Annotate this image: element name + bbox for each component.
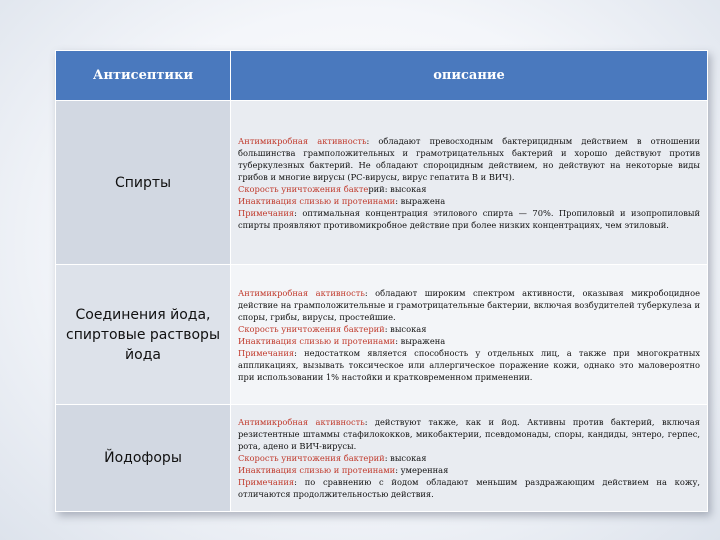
line-text: : высокая (384, 323, 427, 334)
header-antiseptics: Антисептики (56, 51, 231, 101)
line-label: Инактивация слизью и протеинами (238, 195, 396, 206)
table-header-row (56, 51, 708, 101)
line-label: Инактивация слизью и протеинами (238, 465, 396, 475)
line-label: Примечания (238, 347, 295, 358)
antiseptic-name: Спирты (56, 101, 231, 265)
description-line (238, 287, 700, 323)
description-line (238, 464, 700, 476)
line-text: рий: высокая (368, 183, 427, 194)
description-line (238, 135, 700, 183)
antiseptic-description (231, 405, 708, 512)
antiseptic-name: Соединения йода, спиртовые растворы йода (56, 265, 231, 405)
table-row (56, 101, 708, 265)
line-text: : выражена (395, 335, 446, 346)
line-text: : выражена (395, 195, 446, 206)
line-label: Примечания (238, 477, 295, 487)
line-text: : умеренная (395, 465, 449, 475)
table-row (56, 265, 708, 405)
description-line (238, 452, 700, 464)
line-label: Скорость уничтожения бактерий (238, 453, 385, 463)
line-text: : высокая (384, 453, 427, 463)
line-text: : по сравнению с йодом обладают меньшим раздражающим действием на кожу, отличаются продолжительностью действия. (238, 477, 700, 499)
header-description: описание (231, 51, 708, 101)
antiseptics-table (55, 50, 708, 512)
line-text: : действуют также, как и йод. Активны против бактерий, включая резистентные штаммы стафилококков, микобактерии, псевдомонады, споры, кандиды, энтеро, герпес, рота, адено и ВИЧ-вирусы. (238, 417, 700, 451)
description-line (238, 323, 700, 335)
line-text: : обладают превосходным бактерицидным действием в отношении большинства грамположительных и грамотрицательных бактерий и хорошо действуют против туберкулезных бактерий. Не обладают спороцидным действием, но действуют на некоторые виды грибов и многие вирусы (РС-вирусы, вирус гепатита В и ВИЧ). (238, 135, 700, 182)
description-line (238, 335, 700, 347)
antiseptic-description (231, 101, 708, 265)
description-line (238, 207, 700, 231)
description-line (238, 183, 700, 195)
description-line (238, 476, 700, 500)
line-label: Примечания (238, 207, 295, 218)
line-label: Антимикробная активность (238, 417, 365, 427)
table-row (56, 405, 708, 512)
line-label: Антимикробная активность (238, 287, 365, 298)
line-label: Скорость уничтожения бактерий (238, 323, 385, 334)
line-label: Скорость уничтожения бакте (238, 183, 369, 194)
line-text: : недостатком является способность у отдельных лиц, а также при многократных аппликациях, вызывать токсическое или аллергическое поражение кожи, однако это маловероятно при использовании 1% настойки и кратковременном применении. (238, 347, 700, 382)
description-line (238, 347, 700, 383)
line-label: Инактивация слизью и протеинами (238, 335, 396, 346)
line-label: Антимикробная активность (238, 135, 367, 146)
line-text: : оптимальная концентрация этилового спирта — 70%. Пропиловый и изопропиловый спирты проявляют противомикробное действие при более низких концентрациях, чем этиловый. (238, 207, 700, 230)
description-line (238, 416, 700, 452)
description-line (238, 195, 700, 207)
antiseptic-description (231, 265, 708, 405)
antiseptic-name: Йодофоры (56, 405, 231, 512)
line-text: : обладают широким спектром активности, оказывая микробоцидное действие на грамположительные и грамотрицательные бактерии, включая возбудителей туберкулеза и споры, грибы, вирусы, простейшие. (238, 287, 700, 322)
